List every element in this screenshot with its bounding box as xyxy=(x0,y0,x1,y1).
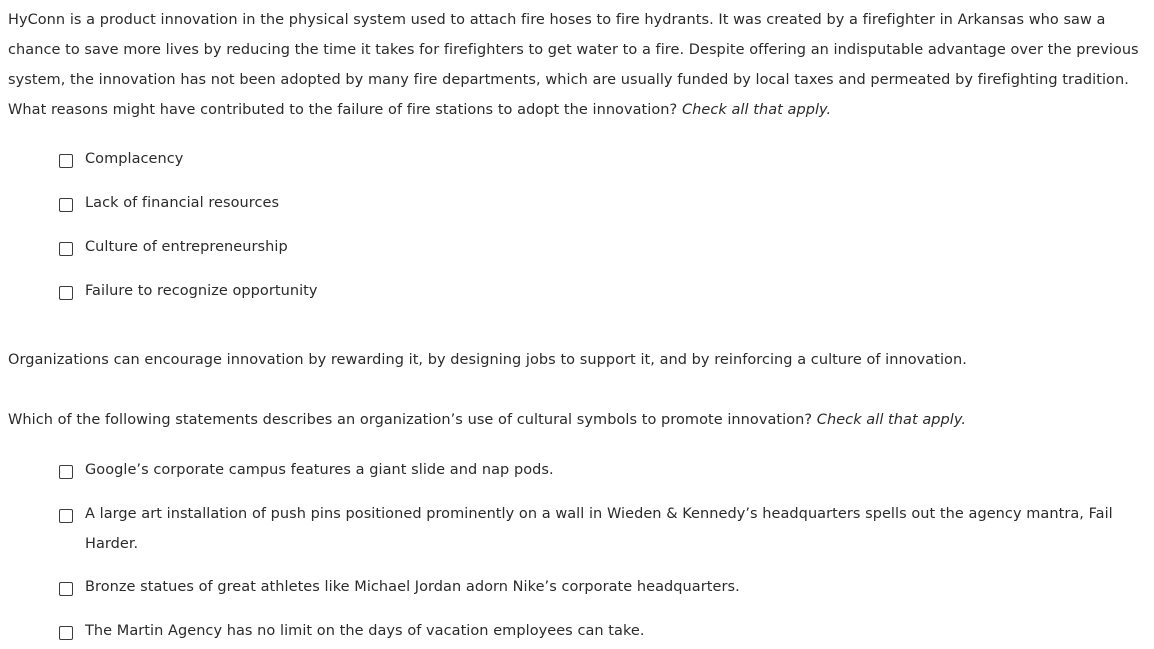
question-2-option-wieden-kennedy[interactable] xyxy=(59,507,1125,559)
info-text: Organizations can encourage innovation by rewarding it, by designing jobs to support it, and by reinforcing a culture of innovation. xyxy=(8,352,967,368)
question-1-option-culture-of-entrepreneurship[interactable] xyxy=(59,240,288,262)
option-label[interactable]: A large art installation of push pins positioned prominently on a wall in Wieden & Kennedy’s headquarters spells out the agency mantra, Fail Harder. xyxy=(85,506,1113,552)
question-1-option-complacency[interactable] xyxy=(59,152,183,174)
checkbox-icon[interactable] xyxy=(59,154,73,168)
option-label[interactable]: Google’s corporate campus features a giant slide and nap pods. xyxy=(85,462,554,478)
option-label[interactable]: Complacency xyxy=(85,151,184,167)
option-label[interactable]: Culture of entrepreneurship xyxy=(85,239,288,255)
question-1-option-failure-to-recognize-opportunity[interactable] xyxy=(59,284,318,306)
question-1-prompt xyxy=(8,5,1150,125)
question-2-option-martin-agency[interactable] xyxy=(59,624,645,646)
option-label[interactable]: Bronze statues of great athletes like Michael Jordan adorn Nike’s corporate headquarters. xyxy=(85,579,740,595)
question-1-text: HyConn is a product innovation in the physical system used to attach fire hoses to fire hydrants. It was created by a firefighter in Arkansas who saw a chance to save more lives by reducing the time it takes for firefighters to get water to a fire. Despite offering an indisputable advantage over the previous system, the innovation has not been adopted by many fire departments, which are usually funded by local taxes and permeated by firefighting tradition. What reasons might have contributed to the failure of fire stations to adopt the innovation? xyxy=(8,12,1139,118)
question-1-hint: Check all that apply. xyxy=(681,102,832,118)
option-label[interactable]: The Martin Agency has no limit on the days of vacation employees can take. xyxy=(85,623,645,639)
option-label[interactable]: Failure to recognize opportunity xyxy=(85,283,318,299)
checkbox-icon[interactable] xyxy=(59,198,73,212)
checkbox-icon[interactable] xyxy=(59,626,73,640)
question-2-hint: Check all that apply. xyxy=(816,412,967,428)
option-label[interactable]: Lack of financial resources xyxy=(85,195,280,211)
checkbox-icon[interactable] xyxy=(59,286,73,300)
checkbox-icon[interactable] xyxy=(59,242,73,256)
question-1-option-lack-of-financial-resources[interactable] xyxy=(59,196,279,218)
question-2-option-google[interactable] xyxy=(59,463,554,485)
checkbox-icon[interactable] xyxy=(59,582,73,596)
checkbox-icon[interactable] xyxy=(59,465,73,479)
question-2-option-nike[interactable] xyxy=(59,580,740,602)
question-2-text: Which of the following statements describes an organization’s use of cultural symbols to promote innovation? xyxy=(8,412,813,428)
checkbox-icon[interactable] xyxy=(59,509,73,523)
question-2-prompt xyxy=(8,405,966,435)
